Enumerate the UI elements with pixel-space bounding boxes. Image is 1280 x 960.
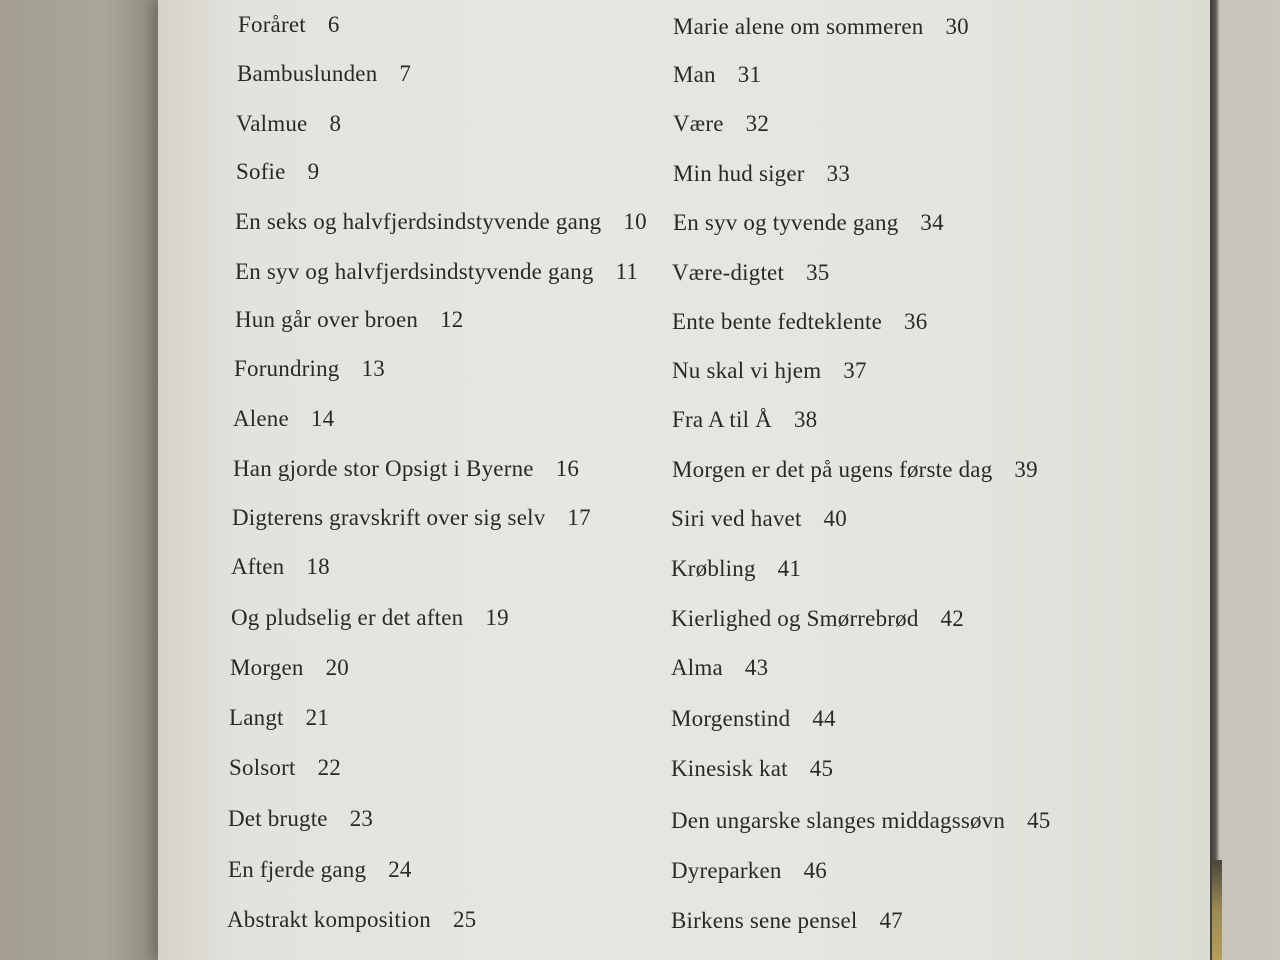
toc-page-number: 10: [623, 209, 647, 234]
toc-page-number: 13: [361, 356, 385, 381]
toc-title: Morgenstind: [671, 706, 791, 731]
toc-entry: [234, 356, 385, 382]
toc-entry: [235, 259, 638, 285]
toc-page-number: 9: [307, 159, 320, 184]
toc-page-number: 31: [737, 62, 762, 87]
toc-entry: [672, 457, 1038, 483]
toc-entry: [236, 159, 319, 185]
toc-title: Solsort: [229, 755, 296, 780]
toc-page-number: 46: [803, 858, 827, 883]
toc-entry: [235, 209, 647, 235]
toc-page-number: 22: [317, 755, 341, 780]
toc-page-number: 35: [806, 260, 830, 285]
toc-title: Foråret: [238, 12, 306, 37]
toc-page-number: 14: [310, 406, 335, 431]
toc-title: Hun går over broen: [235, 307, 419, 332]
toc-title: Kierlighed og Smørrebrød: [671, 606, 919, 631]
toc-title: Aften: [231, 554, 285, 579]
toc-entry: [672, 260, 829, 286]
toc-title: Abstrakt komposition: [227, 907, 431, 932]
toc-entry: [235, 307, 463, 333]
toc-title: Være-digtet: [672, 260, 785, 285]
toc-entry: [671, 506, 847, 532]
toc-entry: [233, 456, 579, 482]
toc-title: Sofie: [236, 159, 286, 184]
toc-entry: [230, 655, 349, 681]
toc-title: Krøbling: [671, 556, 756, 581]
toc-page-number: 19: [485, 605, 509, 630]
toc-entry: [673, 62, 761, 88]
toc-entry: [673, 14, 969, 40]
toc-page-number: 7: [399, 61, 412, 86]
toc-page-number: 45: [1027, 808, 1051, 833]
toc-title: Den ungarske slanges middagssøvn: [671, 808, 1006, 833]
toc-title: Forundring: [234, 356, 340, 381]
toc-page-number: 47: [879, 908, 903, 933]
toc-entry: [231, 554, 330, 580]
toc-title: En syv og tyvende gang: [673, 210, 899, 235]
toc-page-number: 36: [904, 309, 928, 334]
toc-entry: [671, 808, 1051, 834]
toc-entry: [236, 111, 341, 137]
toc-page-number: 6: [327, 12, 340, 37]
toc-title: En fjerde gang: [228, 857, 367, 882]
book-gold-strip: [1212, 860, 1222, 960]
toc-entry: [228, 857, 412, 883]
toc-title: Fra A til Å: [672, 407, 772, 432]
toc-entry: [228, 806, 373, 832]
toc-page-number: 32: [745, 111, 770, 136]
toc-page-number: 11: [615, 259, 639, 284]
book-left-background: [0, 0, 175, 960]
toc-title: Kinesisk kat: [671, 756, 788, 781]
toc-title: Marie alene om sommeren: [673, 14, 924, 39]
toc-title: Morgen: [230, 655, 304, 680]
toc-title: Morgen er det på ugens første dag: [672, 457, 993, 482]
toc-title: Dyreparken: [671, 858, 782, 883]
toc-entry: [238, 12, 340, 38]
toc-title: Alene: [233, 406, 289, 431]
toc-entry: [227, 907, 476, 933]
toc-page-number: 44: [812, 706, 836, 731]
toc-title: Siri ved havet: [671, 506, 802, 531]
toc-entry: [671, 655, 768, 681]
toc-entry: [671, 706, 836, 732]
toc-page-number: 18: [306, 554, 330, 579]
toc-page-number: 25: [452, 907, 477, 932]
toc-title: Være: [673, 111, 724, 136]
toc-page-number: 41: [777, 556, 802, 581]
toc-entry: [673, 161, 850, 187]
toc-entry: [229, 705, 329, 731]
toc-entry: [671, 908, 903, 934]
toc-entry: [237, 61, 411, 87]
toc-title: Og pludselig er det aften: [231, 605, 464, 630]
toc-page-number: 43: [744, 655, 769, 680]
toc-entry: [672, 358, 867, 384]
toc-page-number: 12: [440, 307, 464, 332]
toc-title: Alma: [671, 655, 723, 680]
toc-page-number: 37: [843, 358, 867, 383]
toc-page-number: 30: [945, 14, 969, 39]
toc-entry: [229, 755, 341, 781]
toc-page-number: 33: [826, 161, 851, 186]
toc-page-number: 17: [567, 505, 591, 530]
toc-entry: [672, 309, 927, 335]
toc-entry: [673, 111, 769, 137]
toc-title: Langt: [229, 705, 284, 730]
toc-page-number: 38: [793, 407, 818, 432]
toc-page-number: 20: [325, 655, 350, 680]
toc-page-number: 23: [349, 806, 374, 831]
toc-page-number: 39: [1014, 457, 1038, 482]
toc-entry: [671, 556, 801, 582]
toc-page-number: 40: [823, 506, 847, 531]
toc-title: Man: [673, 62, 716, 87]
toc-title: Bambuslunden: [237, 61, 378, 86]
toc-page-number: 42: [940, 606, 964, 631]
toc-title: Digterens gravskrift over sig selv: [232, 505, 546, 530]
toc-title: Han gjorde stor Opsigt i Byerne: [233, 456, 534, 481]
toc-entry: [671, 756, 833, 782]
toc-entry: [231, 605, 509, 631]
toc-title: Birkens sene pensel: [671, 908, 858, 933]
toc-page-number: 8: [329, 111, 342, 136]
book-right-edge: [1210, 0, 1280, 960]
toc-entry: [671, 606, 964, 632]
toc-entry: [233, 406, 334, 432]
toc-page-number: 45: [809, 756, 834, 781]
toc-title: Valmue: [236, 111, 308, 136]
toc-title: Nu skal vi hjem: [672, 358, 822, 383]
toc-title: En syv og halvfjerdsindstyvende gang: [235, 259, 594, 284]
toc-entry: [673, 210, 944, 236]
toc-title: Det brugte: [228, 806, 328, 831]
toc-entry: [672, 407, 817, 433]
toc-title: Ente bente fedteklente: [672, 309, 883, 334]
toc-page-number: 24: [388, 857, 412, 882]
toc-entry: [671, 858, 827, 884]
toc-entry: [232, 505, 591, 531]
toc-title: En seks og halvfjerdsindstyvende gang: [235, 209, 602, 234]
toc-page-number: 34: [920, 210, 944, 235]
toc-page-number: 21: [305, 705, 330, 730]
toc-title: Min hud siger: [673, 161, 805, 186]
toc-page-number: 16: [555, 456, 580, 481]
